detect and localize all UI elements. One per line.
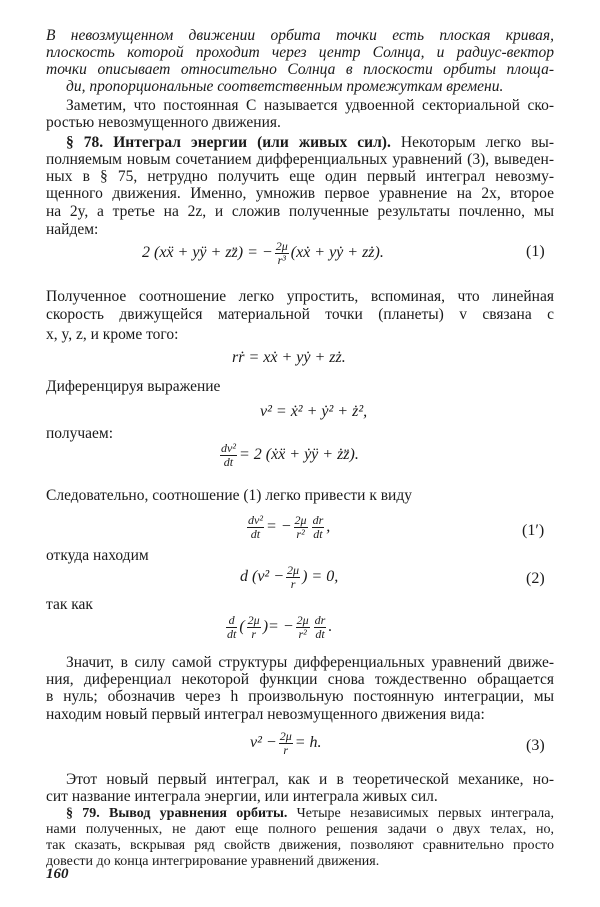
section-78-line: щенного движения. Именно, умножив первое уравнение на 2x, второе — [46, 185, 554, 202]
equation-d-dt: $\frac{d}{dt}$ ( $\frac{2\mu}{r}$ )= − $\frac{2\mu}{\text{r²}}$ $\frac{dr}{dt}$ . — [227, 613, 333, 641]
fraction: $\frac{2\mu}{r}$ — [287, 563, 300, 591]
section-78-first-line: § 78. Интеграл энергии (или живых сил). Некоторым легко вы- — [66, 134, 555, 151]
equation-v-squared: v² = ẋ² + ẏ² + ż², — [260, 403, 368, 420]
section-79-line: нами полученных, не дают еще полного решения задачи о двух телах, но, — [46, 822, 554, 837]
fraction: $\frac{\text{dv²}}{dt}$ — [248, 513, 263, 541]
para5-line-4: находим новый первый интеграл невозмущенного движения вида: — [46, 706, 485, 723]
fraction: $\frac{\text{dv²}}{dt}$ — [221, 441, 236, 469]
text-whence: откуда находим — [46, 547, 149, 564]
section-79-line: так сказать, вскрывая ряд свойств движения, позволяют сравнительно просто — [46, 838, 554, 853]
fraction: $\frac{d}{dt}$ — [227, 613, 237, 641]
fraction: $\frac{2\mu}{\text{r³}}$ — [275, 239, 288, 267]
section-78-line: на 2y, а третье на 2z, и сложив полученные результаты почленно, мы — [46, 203, 554, 220]
section-78-heading: § 78. Интеграл энергии (или живых сил). — [66, 134, 391, 151]
section-78-line: ных в § 75, нетрудно получить еще один первый интеграл невозму- — [46, 168, 554, 185]
para3-line-3: x, y, z, и кроме того: — [46, 326, 179, 343]
text-differentiating: Диференцируя выражение — [46, 378, 221, 395]
page-number: 160 — [46, 866, 69, 882]
equation-label-2: (2) — [526, 570, 545, 587]
para5-line-2: ния, диференциал некоторой функции снова тождественно обращается — [46, 671, 554, 688]
equation-3: v² − $\frac{2\mu}{r}$ = h. — [250, 729, 322, 757]
equation-1: 2 (xẍ + yÿ + zz̈) = − $\frac{2\mu}{\text{r³}}$ (xẋ + yẏ + zż). — [142, 239, 384, 267]
section-78-line: найдем: — [46, 221, 99, 238]
text-we-get: получаем: — [46, 425, 113, 442]
para4: Следовательно, соотношение (1) легко привести к виду — [46, 487, 412, 504]
para3-line-1: Полученное соотношение легко упростить, вспоминая, что линейная — [46, 288, 554, 305]
para6-line-2: сит название интеграла энергии, или интеграла живых сил. — [46, 788, 438, 805]
remark-line-1: Заметим, что постоянная C называется удвоенной секториальной ско- — [66, 97, 554, 114]
section-79-first-line: § 79. Вывод уравнения орбиты. Четыре независимых первых интеграла, — [66, 806, 554, 821]
fraction: $\frac{2\mu}{r}$ — [247, 613, 260, 641]
fraction: $\frac{dr}{dt}$ — [312, 513, 324, 541]
equation-label-1-prime: (1′) — [522, 522, 545, 539]
section-79-heading: § 79. Вывод уравнения орбиты. — [66, 806, 288, 821]
para5-line-3: в нуль; обозначив через h произвольную постоянную интеграции, мы — [46, 688, 554, 705]
equation-2: d (v² − $\frac{2\mu}{r}$ ) = 0, — [240, 563, 339, 591]
text-since: так как — [46, 596, 93, 613]
para3-line-2: скорость движущейся материальной точки (планеты) v связана с — [46, 306, 554, 323]
theorem-line-4: ди, пропорциональные соответственным промежуткам времени. — [66, 78, 504, 95]
remark-line-2: ростью невозмущенного движения. — [46, 114, 281, 131]
para6-line-1: Этот новый первый интеграл, как и в теоретической механике, но- — [66, 771, 554, 788]
theorem-line-1: В невозмущенном движении орбита точки есть плоская кривая, — [46, 27, 554, 44]
equation-r-rdot: rṙ = xẋ + yẏ + zż. — [232, 349, 346, 366]
fraction: $\frac{dr}{dt}$ — [314, 613, 326, 641]
para5-line-1: Значит, в силу самой структуры дифференциальных уравнений движе- — [66, 654, 554, 671]
section-78-line: полняемым новым сочетанием дифференциальных уравнений (3), выведен- — [46, 151, 554, 168]
section-79-line: довести до конца интегрирование уравнений движения. — [46, 854, 380, 869]
theorem-line-2: плоскость которой проходит через центр Солнца, и радиус-вектор — [46, 44, 554, 61]
equation-dv2-dt: $\frac{\text{dv²}}{dt}$ = 2 (ẋẍ + ẏÿ + żz̈). — [221, 441, 359, 469]
equation-label-1: (1) — [526, 243, 545, 260]
theorem-line-3: точки описывает относительно Солнца в плоскости орбиты площа- — [46, 61, 554, 78]
equation-1-prime: $\frac{\text{dv²}}{dt}$ = − $\frac{2\mu}{\text{r²}}$ $\frac{dr}{dt}$ , — [248, 513, 331, 541]
fraction: $\frac{2\mu}{\text{r²}}$ — [294, 513, 307, 541]
fraction: $\frac{2\mu}{\text{r²}}$ — [296, 613, 309, 641]
equation-label-3: (3) — [526, 737, 545, 754]
fraction: $\frac{2\mu}{r}$ — [279, 729, 292, 757]
